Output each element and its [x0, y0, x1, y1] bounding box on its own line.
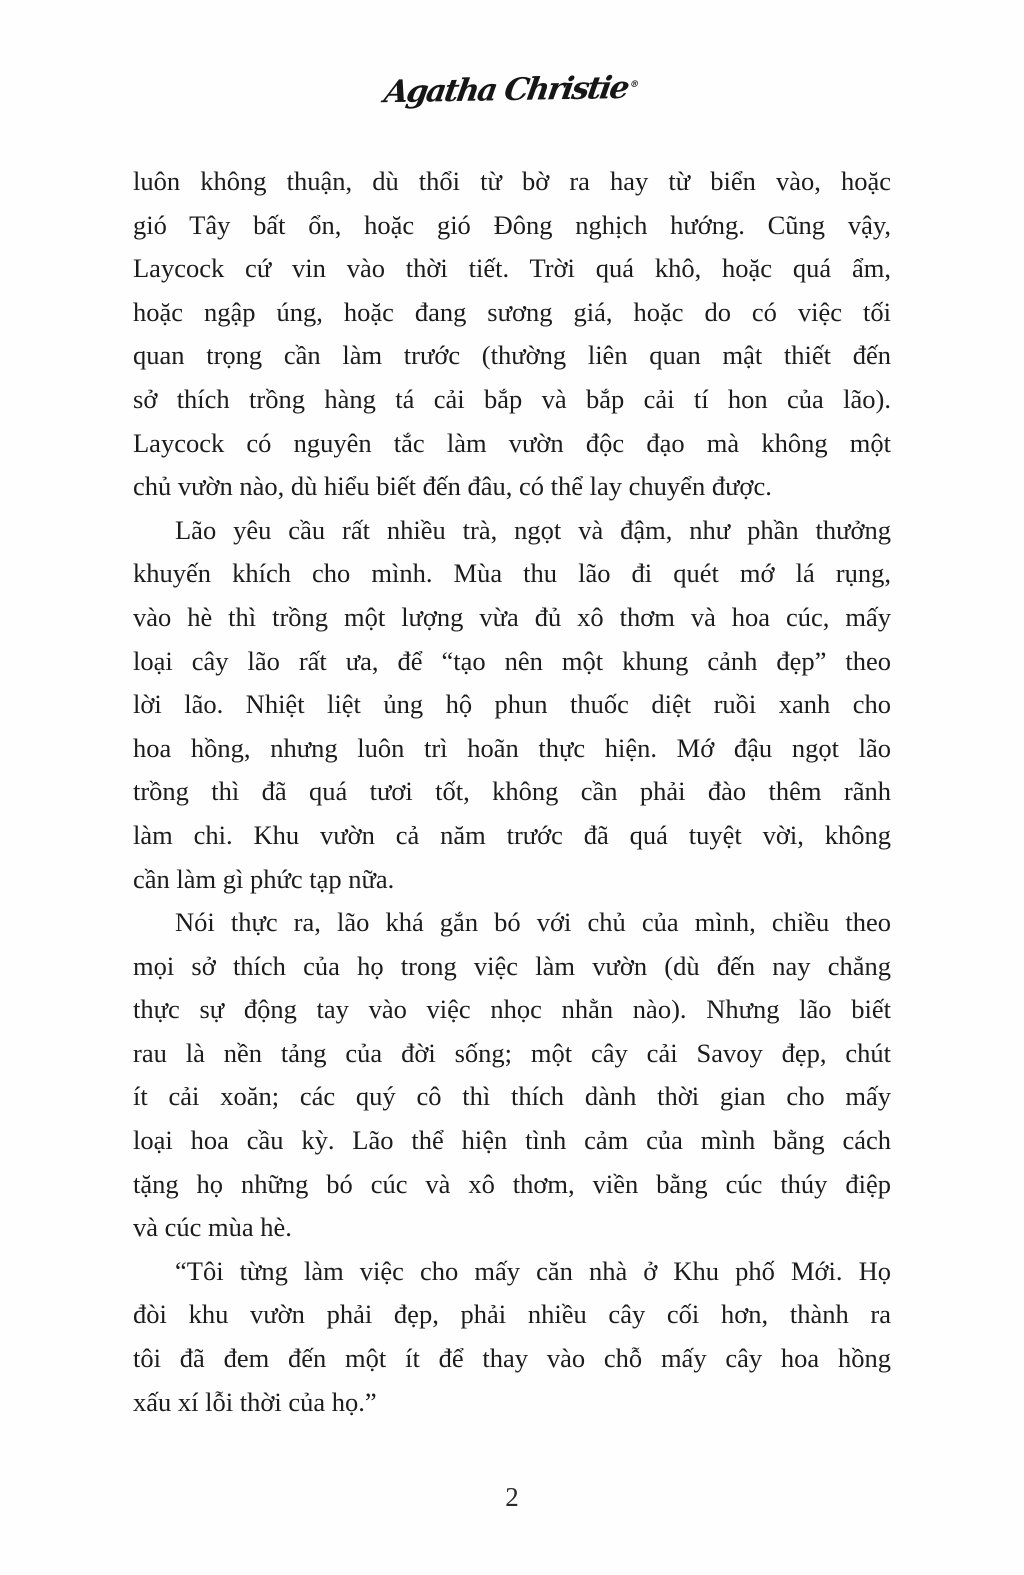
text-line: tặng họ những bó cúc và xô thơm, viền bằng cúc thúy điệp — [133, 1168, 891, 1199]
trademark-mark: ® — [629, 79, 641, 90]
text-line: loại hoa cầu kỳ. Lão thể hiện tình cảm của mình bằng cách — [133, 1125, 891, 1156]
paragraph — [133, 509, 891, 901]
text-line: Lão yêu cầu rất nhiều trà, ngọt và đậm, như phần thưởng — [175, 514, 891, 545]
page-header — [0, 69, 1024, 122]
text-line: thực sự động tay vào việc nhọc nhằn nào). Nhưng lão biết — [133, 994, 891, 1025]
text-line: loại cây lão rất ưa, để “tạo nên một khung cảnh đẹp” theo — [133, 645, 891, 676]
paragraph — [133, 901, 891, 1250]
text-line: hoặc ngập úng, hoặc đang sương giá, hoặc do có việc tối — [133, 296, 891, 327]
text-line: xấu xí lỗi thời của họ.” — [133, 1386, 377, 1417]
text-line: gió Tây bất ổn, hoặc gió Đông nghịch hướng. Cũng vậy, — [133, 209, 891, 240]
page-number: 2 — [505, 1482, 519, 1512]
text-line: ít cải xoăn; các quý cô thì thích dành thời gian cho mấy — [133, 1081, 891, 1112]
paragraph — [133, 160, 891, 509]
page-body-text — [133, 160, 891, 1424]
text-line: chủ vườn nào, dù hiểu biết đến đâu, có thể lay chuyển được. — [133, 471, 772, 502]
text-line: khuyến khích cho mình. Mùa thu lão đi quét mớ lá rụng, — [133, 558, 891, 589]
text-line: Nói thực ra, lão khá gắn bó với chủ của mình, chiều theo — [175, 907, 891, 938]
text-line: tôi đã đem đến một ít để thay vào chỗ mấy cây hoa hồng — [133, 1343, 891, 1374]
agatha-christie-signature-logo — [382, 70, 642, 110]
text-line: sở thích trồng hàng tá cải bắp và bắp cải tí hon của lão). — [133, 383, 891, 414]
text-line: “Tôi từng làm việc cho mấy căn nhà ở Khu phố Mới. Họ — [175, 1255, 891, 1286]
text-line: Laycock có nguyên tắc làm vườn độc đạo mà không một — [133, 427, 891, 458]
text-line: lời lão. Nhiệt liệt ủng hộ phun thuốc diệt ruồi xanh cho — [133, 689, 891, 720]
text-line: rau là nền tảng của đời sống; một cây cải Savoy đẹp, chút — [133, 1037, 891, 1068]
text-line: cần làm gì phức tạp nữa. — [133, 863, 395, 894]
signature-text: Agatha Christie — [382, 69, 631, 111]
text-line: quan trọng cần làm trước (thường liên quan mật thiết đến — [133, 340, 891, 371]
text-line: luôn không thuận, dù thổi từ bờ ra hay từ biển vào, hoặc — [133, 166, 891, 196]
text-line: làm chi. Khu vườn cả năm trước đã quá tuyệt vời, không — [133, 819, 891, 850]
text-line: vào hè thì trồng một lượng vừa đủ xô thơm và hoa cúc, mấy — [133, 601, 891, 632]
text-line: đòi khu vườn phải đẹp, phải nhiều cây cối hơn, thành ra — [133, 1299, 891, 1330]
text-line: Laycock cứ vin vào thời tiết. Trời quá khô, hoặc quá ẩm, — [133, 253, 891, 284]
text-line: trồng thì đã quá tươi tốt, không cần phải đào thêm rãnh — [133, 776, 891, 807]
text-line: và cúc mùa hè. — [133, 1212, 292, 1243]
text-line: mọi sở thích của họ trong việc làm vườn (dù đến nay chẳng — [133, 950, 891, 981]
paragraph — [133, 1250, 891, 1424]
text-line: hoa hồng, nhưng luôn trì hoãn thực hiện. Mớ đậu ngọt lão — [133, 732, 891, 763]
